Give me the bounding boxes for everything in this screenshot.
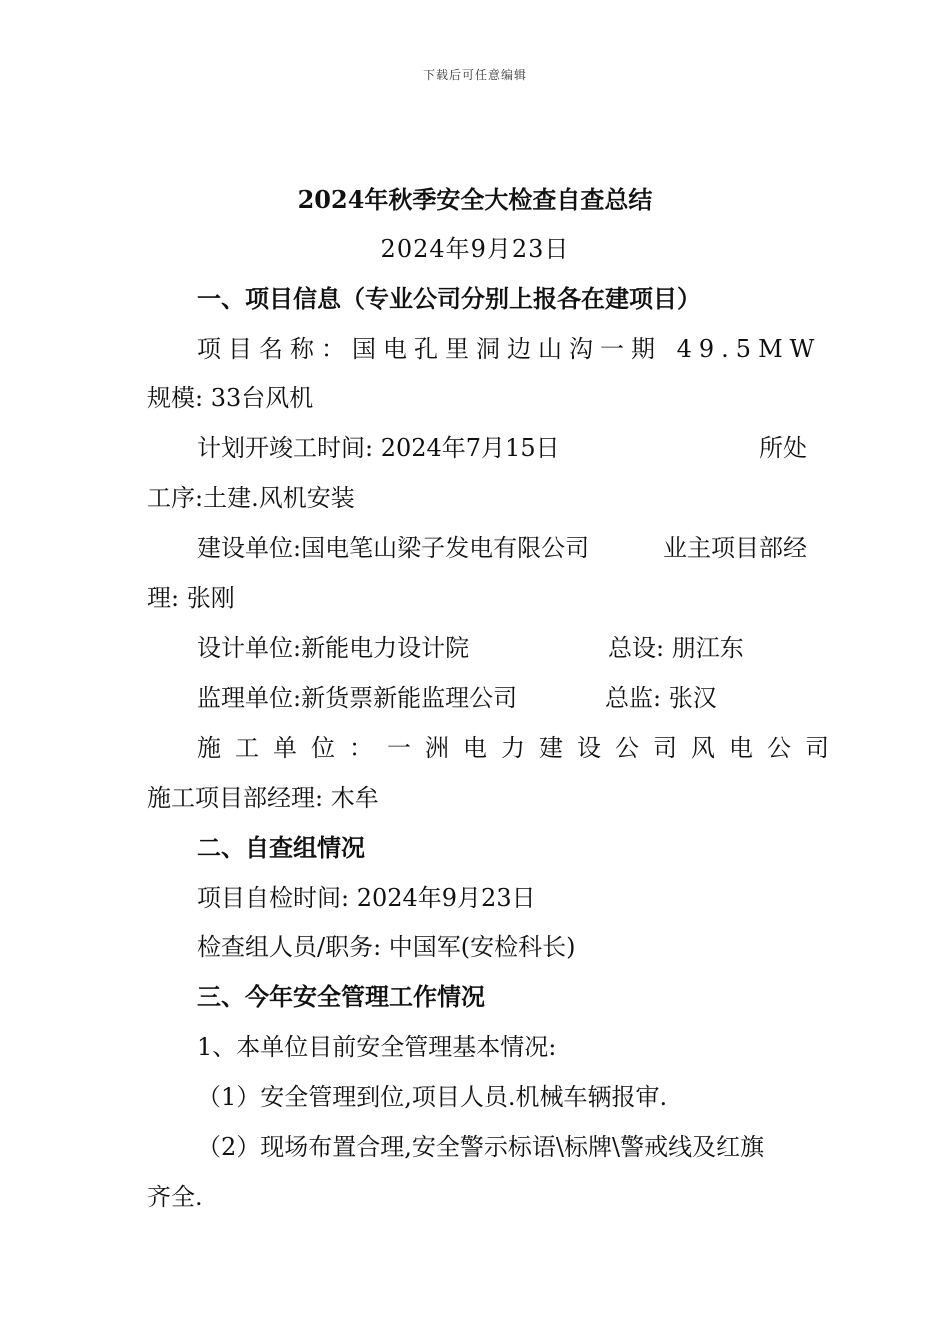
- project-scale: 规模: 33台风机: [147, 384, 314, 412]
- construction-manager: 施工项目部经理: 木牟: [147, 784, 379, 812]
- section3-item1-1: （1）安全管理到位,项目人员.机械车辆报审.: [197, 1083, 668, 1111]
- document-title: 2024年秋季安全大检查自查总结: [297, 185, 653, 214]
- check-members: 检查组人员/职务: 中国军(安检科长): [197, 933, 576, 961]
- stage-label: 所处: [759, 434, 807, 462]
- document-date: 2024年9月23日: [380, 235, 570, 263]
- supervision-unit: 监理单位:新货票新能监理公司: [197, 684, 518, 712]
- supervision-row: [197, 683, 807, 713]
- design-unit: 设计单位:新能电力设计院: [197, 634, 470, 662]
- plan-time: 计划开竣工时间: 2024年7月15日: [197, 434, 560, 462]
- supervision-chief: 总监: 张汉: [605, 684, 717, 712]
- project-stage: 工序:土建.风机安装: [147, 484, 355, 512]
- section3-item1-2-cont: 齐全.: [147, 1183, 203, 1211]
- section3-item1: 1、本单位目前安全管理基本情况:: [197, 1033, 557, 1061]
- design-chief: 总设: 朋江东: [608, 634, 744, 662]
- owner-manager: 理: 张刚: [147, 584, 235, 612]
- owner-unit: 建设单位:国电笔山梁子发电有限公司: [197, 534, 590, 562]
- section3-item1-2: （2）现场布置合理,安全警示标语\标牌\警戒线及红旗: [197, 1133, 765, 1161]
- owner-manager-label: 业主项目部经: [663, 534, 807, 562]
- section3-heading: 三、今年安全管理工作情况: [197, 982, 485, 1011]
- design-row: [197, 633, 807, 663]
- plan-time-row: [197, 433, 807, 463]
- section2-heading: 二、自查组情况: [197, 833, 365, 862]
- project-name: 项目名称：国电孔里洞边山沟一期 49.5MW: [197, 335, 822, 363]
- owner-row: [197, 533, 807, 563]
- header-note: 下载后可任意编辑: [422, 68, 527, 82]
- construction-unit: 施工单位：一洲电力建设公司风电公司: [197, 734, 843, 762]
- check-time: 项目自检时间: 2024年9月23日: [197, 884, 536, 912]
- section1-heading: 一、项目信息（专业公司分别上报各在建项目）: [197, 284, 701, 313]
